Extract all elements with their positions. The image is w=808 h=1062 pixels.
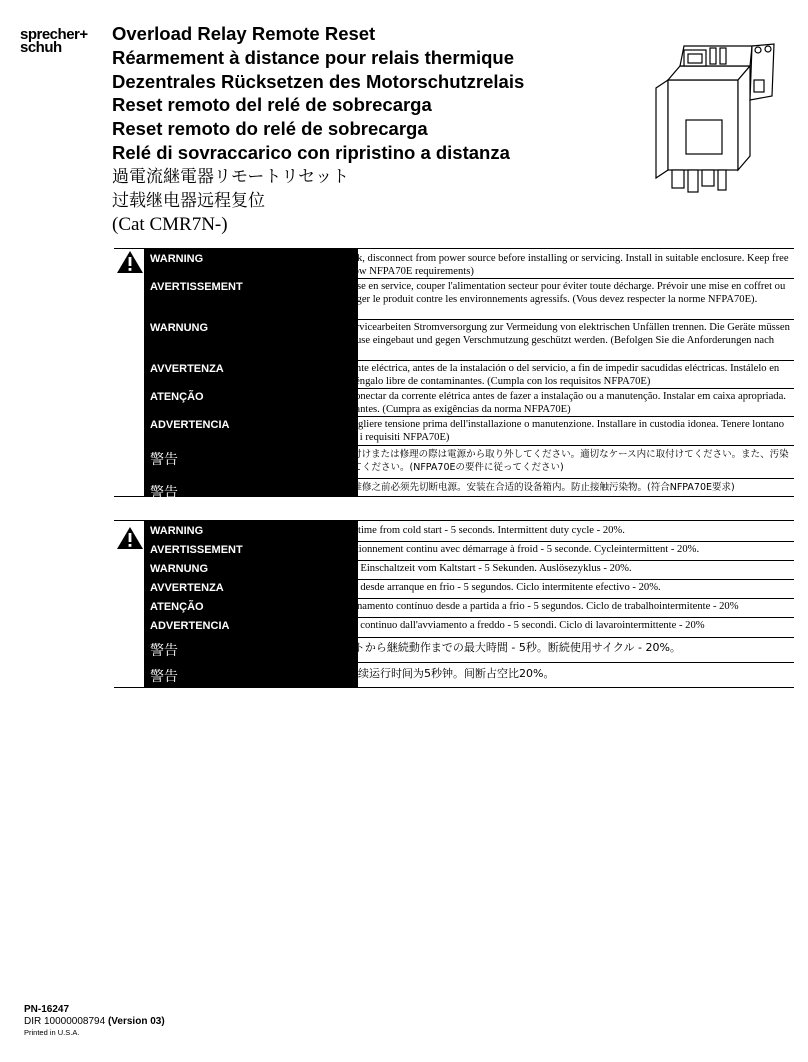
row-label: WARNUNG — [150, 563, 209, 575]
row-label: ATENÇÃO — [150, 601, 204, 613]
row-label: AVVERTENZA — [150, 582, 224, 594]
title-it: Relé di sovraccarico con ripristino a distanza — [112, 141, 510, 163]
row-label: WARNING — [150, 253, 204, 265]
version-label: (Version 03) — [107, 1016, 165, 1027]
row-label: 警告 — [150, 669, 178, 685]
row-label: 警告 — [150, 485, 178, 501]
duty-row-zh — [114, 665, 794, 685]
duty-row-ja — [114, 639, 794, 659]
product-illustration — [632, 40, 797, 200]
row-label: ADVERTENCIA — [150, 419, 230, 431]
row-text: To prevent electrical shock, disconnect from power source before installing or servicing. Install in suitable enclosure. Keep free from contaminants. (Follow NFPA70E requirements) — [248, 253, 789, 278]
duty-row-fr — [114, 543, 794, 559]
title-es: Reset remoto del relé de sobrecarga — [112, 94, 432, 116]
title-catalog: (Cat CMR7N-) — [112, 213, 228, 235]
printed-in: Printed in U.S.A. — [24, 1028, 80, 1037]
brand-logo — [20, 28, 108, 54]
row-text: Per prevenire infortuni, togliere tensione prima dell'installazione o manutenzione. Installare in custodia idonea. Tenere lontano da contaminanti. (Seguire i requisiti NFPA70E) — [248, 419, 785, 444]
logo-line-2: schuh — [20, 39, 62, 56]
row-label: AVERTISSEMENT — [150, 544, 243, 556]
row-text: 注意：冷启动后最长连续运行时间为5秒钟。间断占空比20%。 — [248, 667, 555, 680]
row-text: Tempo máximo de funcionamento contínuo desde a partida a frio - 5 segundos. Ciclo de trabalhointermitente - 20% — [248, 601, 739, 612]
row-label: WARNUNG — [150, 322, 209, 334]
duty-row-de — [114, 562, 794, 578]
row-label: AVERTISSEMENT — [150, 281, 243, 293]
row-text: 感電事故防止のため、取付けまたは修理の際は電源から取り外してください。適切なケース内に取付けてください。また、汚染物質がないことを確認してください。(NFPA70Eの要件に従ってください) — [248, 449, 789, 474]
row-text: Tiempo continuo máximo desde arranque en frio - 5 segundos. Ciclo intermitente efectivo - 20%. — [248, 582, 661, 593]
title-zh: 过载继电器远程复位 — [112, 190, 265, 211]
warning-row-es — [114, 362, 794, 388]
row-label: ADVERTENCIA — [150, 620, 230, 632]
row-label: 警告 — [150, 643, 178, 659]
row-label: AVVERTENZA — [150, 363, 224, 375]
row-text: 为了防止触电，在安装或维修之前必须先切断电源。安装在合适的设备箱内。防止接触污染物。(符合NFPA70E要求) — [248, 482, 735, 493]
dir-number: DIR 10000008794 — [24, 1016, 106, 1027]
duty-row-pt — [114, 600, 794, 616]
row-text: Temps maximum en fonctionnement continu avec démarrage à froid - 5 seconde. Cycleintermittent - 20%. — [248, 544, 700, 555]
title-pt: Reset remoto do relé de sobrecarga — [112, 118, 428, 140]
row-text: Avant le montage et la mise en service, couper l'alimentation secteur pour éviter toute décharge. Prévoir une mise en coffret ou armoire appropriée. Protéger le produit contre les environnements agressifs. (Vous devez respecter la norme NFPA70E). — [248, 281, 786, 306]
warning-block-electrical — [114, 248, 794, 501]
title-ja: 過電流継電器リモートリセット — [112, 166, 350, 187]
duty-row-en — [114, 524, 794, 540]
title-fr: Réarmement à distance pour relais thermique — [112, 46, 514, 68]
row-label: WARNING — [150, 525, 204, 537]
warning-row-it — [114, 418, 794, 444]
title-en: Overload Relay Remote Reset — [112, 23, 376, 44]
row-text: Maximum continuous on-time from cold start - 5 seconds. Intermittent duty cycle - 20%. — [248, 525, 625, 536]
warning-row-ja — [114, 448, 794, 476]
dir-line — [24, 1016, 165, 1028]
logo-line-1: sprecher+ — [20, 26, 88, 43]
row-text: 注意: コールドスタートから継続動作までの最大時間 - 5秒。断続使用サイクル - 20%。 — [248, 641, 681, 654]
warning-block-duty-cycle — [114, 520, 794, 688]
title-block — [112, 22, 612, 237]
part-number: PN-16247 — [24, 1004, 70, 1015]
warning-row-fr — [114, 280, 794, 318]
row-text: Tempo massimo di lavaro continuo dall'avviamento a freddo - 5 secondi. Ciclo di lavarointermittente - 20% — [248, 620, 705, 631]
row-text: Maximale kontinuierliche Einschaltzeit vom Kaltstart - 5 Sekunden. Auslösezyklus - 20%. — [248, 563, 632, 574]
warning-row-pt — [114, 390, 794, 416]
document-footer — [24, 1004, 165, 1038]
row-text: Para evitar choques, desconectar da corrente elétrica antes de fazer a instalação ou a manutenção. Instalar em caixa apropriada. Manter livre de contaminantes. (Cumpra as exigências da norma NFPA70E) — [248, 391, 786, 416]
row-label: ATENÇÃO — [150, 391, 204, 403]
row-label: 警告 — [150, 452, 178, 468]
title-de: Dezentrales Rücksetzen des Motorschutzrelais — [112, 70, 525, 92]
warning-row-de — [114, 321, 794, 359]
row-text: Desconéctese de la corriente eléctrica, antes de la instalación o del servicio, a fin de impedir sacudidas eléctricas. Instálelo en una caja apropiada. Manténgalo libre de contaminantes. (Cumpla con los requisitos NFPA70E) — [248, 363, 780, 388]
row-text: Vor Installations- oder Servicearbeiten Stromversorgung zur Vermeidung von elektrischen Unfällen trennen. Die Geräte müssen in einem passenden Gehäuse eingebaut und gegen Verschmutzung geschützt werden. (Befolgen Sie die Anforderungen nach NFPA70E). — [248, 322, 790, 360]
warning-row-en — [114, 252, 794, 278]
duty-row-it — [114, 619, 794, 635]
warning-row-zh — [114, 481, 794, 501]
duty-row-es — [114, 581, 794, 597]
